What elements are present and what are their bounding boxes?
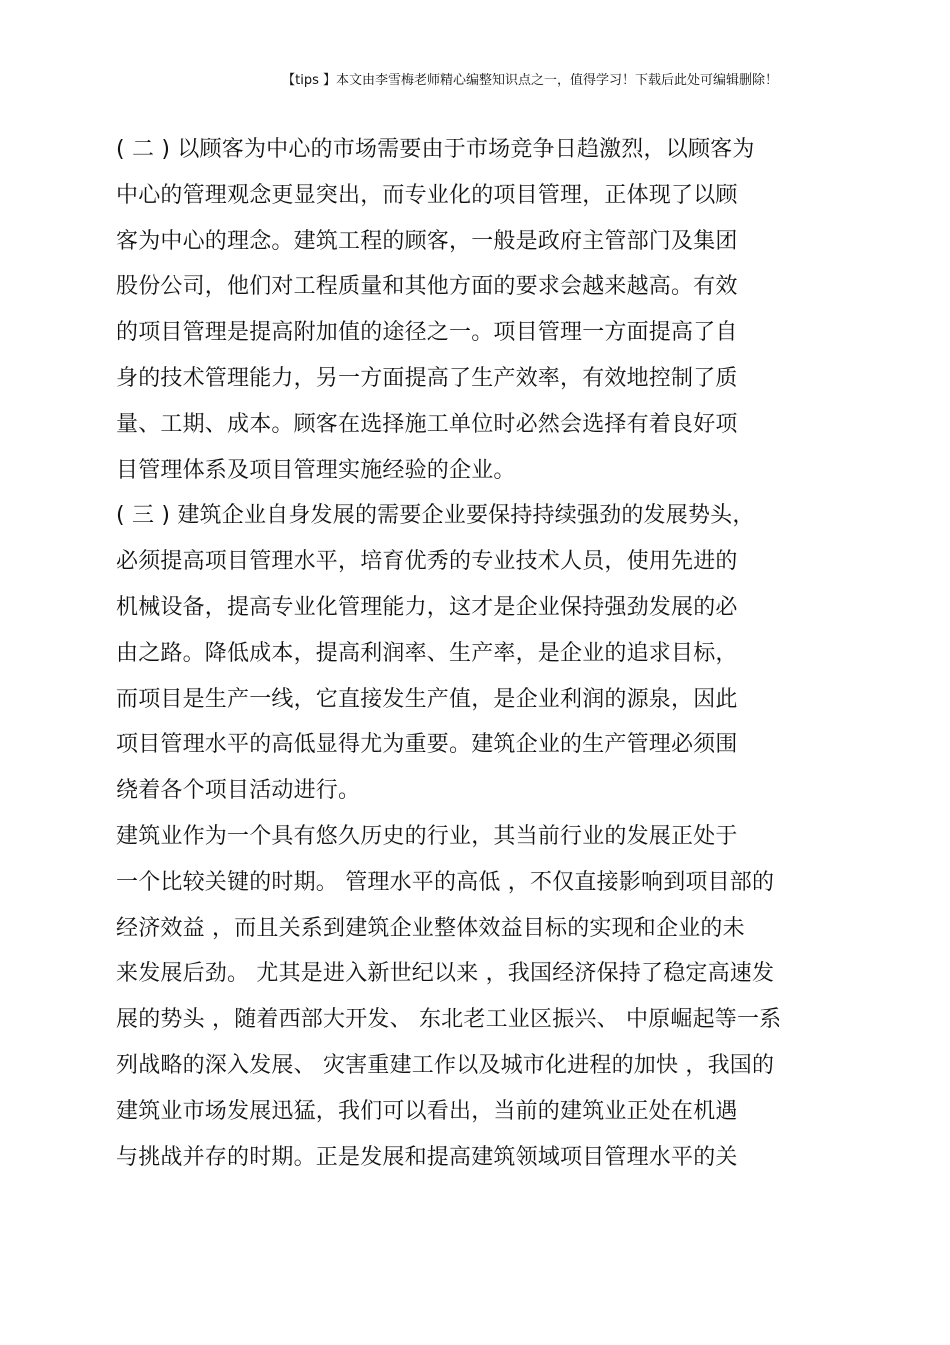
- tips-header-note: 【tips 】本文由李雪梅老师精心编整知识点之一，值得学习！下载后此处可编辑删除！: [282, 73, 778, 88]
- text-line: 由之路。降低成本，提高利润率、生产率，是企业的追求目标，: [116, 640, 738, 666]
- text-line: 与挑战并存的时期。正是发展和提高建筑领域项目管理水平的关: [116, 1144, 738, 1170]
- document-body: [116, 127, 836, 1180]
- text-line: 而项目是生产一线，它直接发生产值，是企业利润的源泉，因此: [116, 686, 738, 712]
- text-line: ( 二 ) 以顾客为中心的市场需要由于市场竞争日趋激烈，以顾客为: [116, 137, 755, 162]
- text-line: 客为中心的理念。建筑工程的顾客，一般是政府主管部门及集团: [116, 228, 738, 254]
- text-line: 量、工期、成本。顾客在选择施工单位时必然会选择有着良好项: [116, 411, 738, 437]
- text-line: 目管理体系及项目管理实施经验的企业。: [116, 457, 516, 483]
- text-line: 建筑业作为一个具有悠久历史的行业，其当前行业的发展正处于: [116, 823, 738, 849]
- text-line: 列战略的深入发展、 灾害重建工作以及城市化进程的加快 ，我国的: [116, 1052, 775, 1078]
- text-line: 来发展后劲。 尤其是进入新世纪以来 ，我国经济保持了稳定高速发: [116, 961, 775, 987]
- text-line: 中心的管理观念更显突出，而专业化的项目管理，正体现了以顾: [116, 182, 738, 208]
- text-line: 股份公司，他们对工程质量和其他方面的要求会越来越高。有效: [116, 274, 738, 300]
- text-line: 身的技术管理能力，另一方面提高了生产效率，有效地控制了质: [116, 365, 738, 391]
- text-line: 绕着各个项目活动进行。: [116, 778, 361, 804]
- text-line: 展的势头 ，随着西部大开发、 东北老工业区振兴、 中原崛起等一系: [116, 1007, 782, 1033]
- text-line: 必须提高项目管理水平，培育优秀的专业技术人员，使用先进的: [116, 549, 738, 575]
- text-line: 机械设备，提高专业化管理能力，这才是企业保持强劲发展的必: [116, 594, 738, 620]
- text-line: 建筑业市场发展迅猛，我们可以看出，当前的建筑业正处在机遇: [116, 1098, 738, 1124]
- text-line: ( 三 ) 建筑企业自身发展的需要企业要保持持续强劲的发展势头，: [116, 503, 755, 529]
- text-line: 的项目管理是提高附加值的途径之一。项目管理一方面提高了自: [116, 320, 738, 346]
- text-line: 经济效益 ，而且关系到建筑企业整体效益目标的实现和企业的未: [116, 915, 745, 941]
- text-line: 一个比较关键的时期。 管理水平的高低 ，不仅直接影响到项目部的: [116, 869, 775, 895]
- text-line: 项目管理水平的高低显得尤为重要。建筑企业的生产管理必须围: [116, 732, 738, 758]
